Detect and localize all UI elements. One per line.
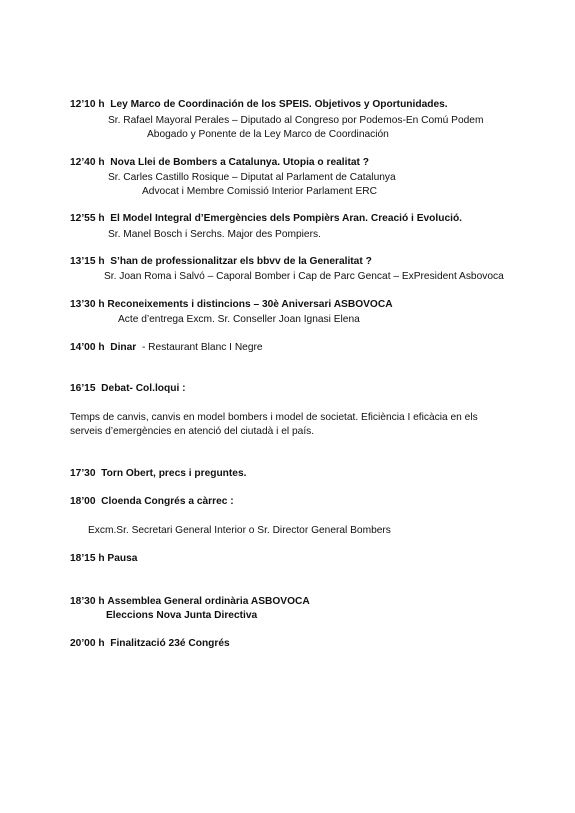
- speaker-line: Sr. Carles Castillo Rosique – Diputat al Parlament de Catalunya: [108, 172, 396, 183]
- agenda-item-2000: [70, 637, 230, 650]
- item-title: Dinar: [110, 342, 137, 353]
- agenda-item-1400: [70, 341, 263, 354]
- time-label: 13’30 h: [70, 299, 105, 310]
- item-title: S’han de professionalitzar els bbvv de la Generalitat ?: [110, 256, 372, 267]
- time-label: 20’00 h: [70, 638, 105, 649]
- time-label: 18’30 h: [70, 596, 105, 607]
- agenda-item-1255: [70, 212, 462, 225]
- paragraph-line: serveis d’emergències en atenció del ciutadà i el país.: [70, 426, 315, 437]
- time-label: 17’30: [70, 468, 96, 479]
- speaker-line: Sr. Rafael Mayoral Perales – Diputado al Congreso por Podemos-En Comú Podem: [108, 115, 484, 126]
- speaker-line: Sr. Manel Bosch i Serchs. Major des Pompiers.: [108, 229, 321, 240]
- detail-line: Acte d’entrega Excm. Sr. Conseller Joan Ignasi Elena: [118, 314, 360, 325]
- item-title: El Model Integral d’Emergències dels Pompièrs Aran. Creació i Evolució.: [110, 213, 462, 224]
- item-title: Assemblea General ordinària ASBOVOCA: [107, 596, 310, 607]
- time-label: 14’00 h: [70, 342, 105, 353]
- time-label: 18’15 h: [70, 553, 105, 564]
- time-label: 13’15 h: [70, 256, 105, 267]
- detail-line: Eleccions Nova Junta Directiva: [106, 610, 258, 621]
- item-title: Debat- Col.loqui :: [101, 383, 186, 394]
- item-title: Ley Marco de Coordinación de los SPEIS. Objetivos y Oportunidades.: [110, 99, 448, 110]
- item-title: Cloenda Congrés a càrrec :: [101, 496, 234, 507]
- speaker-line: Sr. Joan Roma i Salvó – Caporal Bomber i Cap de Parc Gencat – ExPresident Asbovoca: [104, 271, 504, 282]
- item-title: Nova Llei de Bombers a Catalunya. Utopia o realitat ?: [110, 157, 369, 168]
- time-label: 18’00: [70, 496, 96, 507]
- speaker-role-line: Advocat i Membre Comissió Interior Parlament ERC: [142, 186, 377, 197]
- agenda-item-1240: [70, 156, 369, 169]
- detail-line: Excm.Sr. Secretari General Interior o Sr. Director General Bombers: [88, 525, 391, 536]
- agenda-item-1800: [70, 495, 234, 508]
- agenda-item-1730: [70, 467, 246, 480]
- item-title: Torn Obert, precs i preguntes.: [101, 468, 247, 479]
- speaker-role-line: Abogado y Ponente de la Ley Marco de Coordinación: [147, 129, 389, 140]
- item-title: Reconeixements i distincions – 30è Aniversari ASBOVOCA: [107, 299, 393, 310]
- item-title: Finalització 23é Congrés: [110, 638, 230, 649]
- agenda-item-1315: [70, 255, 372, 268]
- time-label: 12’55 h: [70, 213, 105, 224]
- paragraph-line: Temps de canvis, canvis en model bombers i model de societat. Eficiència I eficàcia en els: [70, 412, 478, 423]
- agenda-item-1210: [70, 98, 448, 111]
- agenda-item-1615: [70, 382, 186, 395]
- item-title: Pausa: [107, 553, 138, 564]
- agenda-item-1330: [70, 298, 393, 311]
- time-label: 12’10 h: [70, 99, 105, 110]
- inline-detail: - Restaurant Blanc I Negre: [141, 342, 263, 353]
- time-label: 16’15: [70, 383, 96, 394]
- time-label: 12’40 h: [70, 157, 105, 168]
- agenda-item-1830: [70, 595, 310, 608]
- agenda-item-1815: [70, 552, 137, 565]
